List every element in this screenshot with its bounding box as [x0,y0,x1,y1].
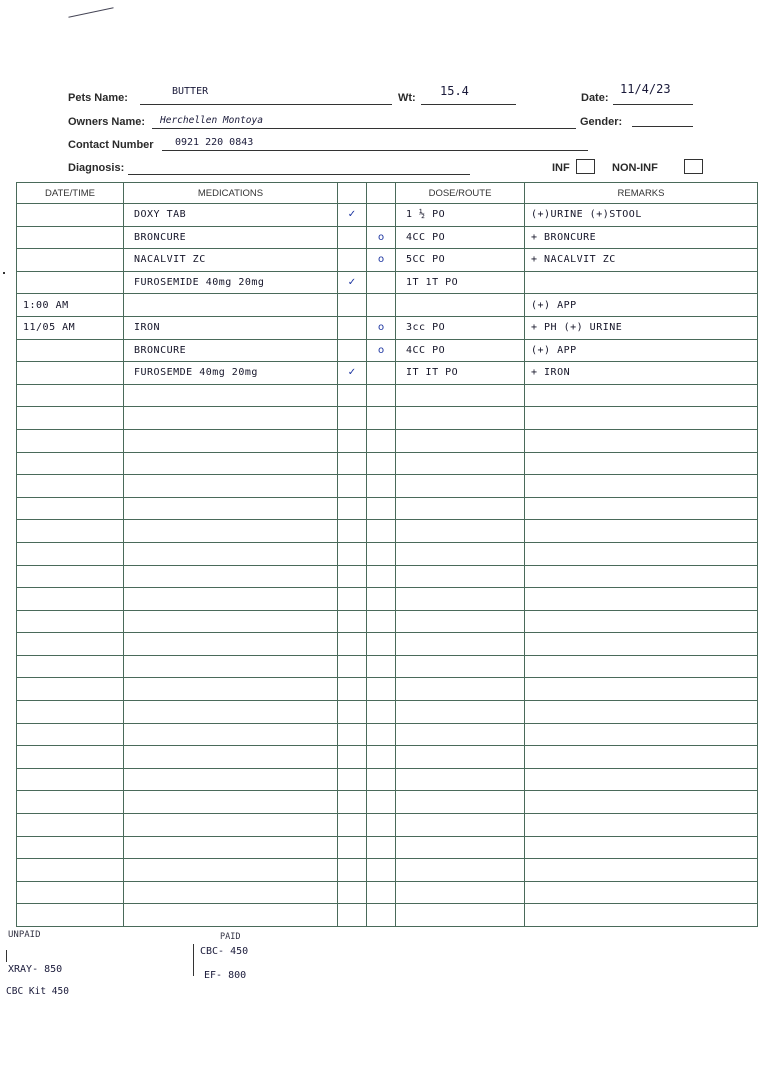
treatment-table [16,182,758,927]
circle-mark: o [367,249,396,272]
blank-row [17,429,758,452]
blank-row [17,723,758,746]
check-mark: ✓ [338,204,367,227]
cell-datetime [17,226,124,249]
cell-medication: IRON [124,316,338,339]
blank-row [17,407,758,430]
wt-line [421,104,516,105]
check-mark [338,226,367,249]
table-row [17,226,758,249]
contact-label: Contact Number [68,139,154,151]
blank-row [17,701,758,724]
cell-datetime [17,339,124,362]
unpaid-line-2: CBC Kit 450 [6,986,69,997]
cell-dose-route [396,294,525,317]
blank-row [17,565,758,588]
cell-dose-route: 1T 1T PO [396,271,525,294]
cell-datetime [17,249,124,272]
blank-row [17,791,758,814]
blank-row [17,814,758,837]
header-dose-route: DOSE/ROUTE [396,183,525,204]
pets-name-label: Pets Name: [68,92,128,104]
pets-name-value: BUTTER [172,86,209,97]
blank-row [17,633,758,656]
cell-remarks: + NACALVIT ZC [525,249,758,272]
blank-row [17,452,758,475]
cell-dose-route: 5CC PO [396,249,525,272]
check-mark [338,339,367,362]
blank-row [17,475,758,498]
table-row [17,204,758,227]
blank-row [17,497,758,520]
check-mark: ✓ [338,362,367,385]
date-line [613,104,693,105]
circle-mark: o [367,339,396,362]
blank-row [17,678,758,701]
cell-datetime [17,362,124,385]
blank-row [17,542,758,565]
circle-mark [367,362,396,385]
unpaid-bracket [6,950,7,962]
unpaid-line-1: XRAY- 850 [8,964,63,975]
cell-remarks: (+) APP [525,339,758,362]
cell-datetime [17,204,124,227]
margin-dot [3,272,5,274]
paid-label: PAID [220,932,241,942]
header-check-col-2 [367,183,396,204]
cell-medication: FUROSEMIDE 40mg 20mg [124,271,338,294]
cell-remarks: + BRONCURE [525,226,758,249]
cell-dose-route: IT IT PO [396,362,525,385]
cell-dose-route: 4CC PO [396,226,525,249]
contact-value: 0921 220 0843 [175,137,254,148]
paid-bracket [193,944,194,976]
blank-row [17,881,758,904]
cell-remarks: + IRON [525,362,758,385]
table-row [17,294,758,317]
noninf-checkbox[interactable] [684,159,703,174]
cell-medication: BRONCURE [124,226,338,249]
check-mark [338,294,367,317]
date-label: Date: [581,92,609,104]
cell-remarks: (+) APP [525,294,758,317]
cell-dose-route: 4CC PO [396,339,525,362]
blank-row [17,610,758,633]
cell-medication: DOXY TAB [124,204,338,227]
cell-remarks: (+)URINE (+)STOOL [525,204,758,227]
owners-name-line [152,128,576,129]
diagnosis-label: Diagnosis: [68,162,125,174]
check-mark: ✓ [338,271,367,294]
paid-line-2: EF- 800 [204,970,247,981]
cell-datetime [17,271,124,294]
owners-name-value: Herchellen Montoya [160,115,263,126]
circle-mark [367,294,396,317]
blank-row [17,520,758,543]
table-row [17,316,758,339]
blank-row [17,746,758,769]
pets-name-line [140,104,392,105]
blank-row [17,859,758,882]
table-row [17,339,758,362]
cell-medication: BRONCURE [124,339,338,362]
table-row [17,362,758,385]
table-row [17,271,758,294]
check-mark [338,249,367,272]
blank-row [17,836,758,859]
cell-dose-route: 1 ½ PO [396,204,525,227]
noninf-label: NON-INF [612,162,658,174]
inf-label: INF [552,162,570,174]
unpaid-label: UNPAID [8,930,41,940]
wt-label: Wt: [398,92,416,104]
wt-value: 15.4 [440,84,469,98]
cell-dose-route: 3cc PO [396,316,525,339]
header-datetime: DATE/TIME [17,183,124,204]
date-value: 11/4/23 [620,82,671,96]
table-row [17,249,758,272]
header-medications: MEDICATIONS [124,183,338,204]
owners-name-label: Owners Name: [68,116,146,128]
inf-checkbox[interactable] [576,159,595,174]
blank-row [17,655,758,678]
cell-medication [124,294,338,317]
cell-remarks [525,271,758,294]
circle-mark [367,271,396,294]
header-check-col-1 [338,183,367,204]
circle-mark: o [367,226,396,249]
cell-datetime: 11/05 AM [17,316,124,339]
contact-line [162,150,588,151]
header-remarks: REMARKS [525,183,758,204]
gender-label: Gender: [580,116,623,128]
cell-medication: NACALVIT ZC [124,249,338,272]
gender-line [632,126,693,127]
circle-mark [367,204,396,227]
diagnosis-line [128,174,470,175]
paid-line-1: CBC- 450 [200,946,249,957]
table-header-row [17,183,758,204]
top-pen-stroke [68,7,113,18]
blank-row [17,588,758,611]
check-mark [338,316,367,339]
blank-row [17,904,758,927]
cell-datetime: 1:00 AM [17,294,124,317]
cell-medication: FUROSEMDE 40mg 20mg [124,362,338,385]
circle-mark: o [367,316,396,339]
blank-row [17,768,758,791]
blank-row [17,384,758,407]
cell-remarks: + PH (+) URINE [525,316,758,339]
